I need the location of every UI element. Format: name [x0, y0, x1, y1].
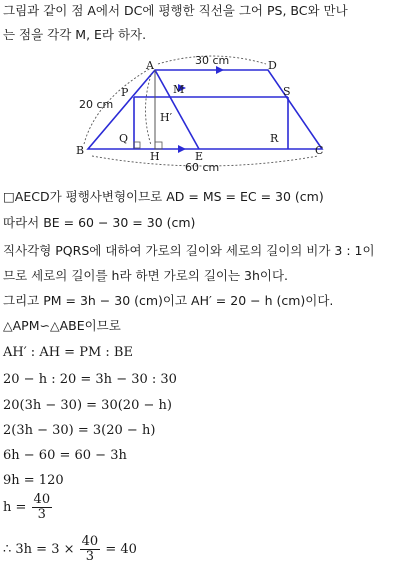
right-angle-h	[155, 142, 162, 149]
fraction-40-3-b	[80, 535, 101, 564]
label-60cm: 60 cm	[185, 161, 220, 174]
label-h: H	[150, 150, 160, 163]
solution-line-4	[3, 268, 288, 284]
fraction-den-b: 3	[85, 549, 95, 564]
problem-text-1: 그림과 같이 점 A에서 DC에 평행한 직선을 그어 PS, BC와 만나	[3, 3, 348, 18]
label-d: D	[268, 59, 277, 72]
problem-line-2	[3, 27, 146, 43]
label-30cm: 30 cm	[195, 54, 230, 67]
label-h-prime: H′	[160, 111, 173, 124]
equation-2-text: 20(3h − 30) = 30(20 − h)	[3, 398, 172, 413]
solution-text-4: 므로 세로의 길이를 h라 하면 가로의 길이는 3h이다.	[3, 268, 289, 283]
equation-7-rhs: = 40	[105, 542, 137, 557]
solution-text-5: 그리고 PM = 3h − 30 (cm)이고 AH′ = 20 − h (cm)이다.	[3, 293, 334, 308]
fraction-40-3	[32, 493, 53, 522]
equation-6	[3, 493, 53, 522]
solution-text-6: △APM∽△ABE이므로	[3, 318, 121, 333]
equation-1-text: 20 − h : 20 = 3h − 30 : 30	[3, 372, 177, 387]
solution-line-5	[3, 293, 333, 309]
ratio-line	[3, 345, 133, 360]
fraction-num: 40	[33, 492, 51, 507]
label-c: C	[315, 144, 324, 157]
equation-7-lhs: ∴ 3h = 3 ×	[3, 542, 75, 557]
label-a: A	[146, 59, 154, 72]
equation-3-text: 2(3h − 30) = 3(20 − h)	[3, 423, 156, 438]
solution-text-3: 직사각형 PQRS에 대하여 가로의 길이와 세로의 길이의 비가 3 : 1이	[3, 243, 375, 258]
rectangle-pqrs	[134, 97, 288, 149]
arrow-bc	[178, 145, 186, 153]
equation-5-text: 9h = 120	[3, 473, 64, 488]
solution-line-6	[3, 318, 121, 334]
arrow-ad	[216, 66, 224, 74]
label-r: R	[270, 132, 279, 145]
label-m: M	[173, 83, 185, 96]
equation-5	[3, 473, 64, 488]
ratio-text: AH′ : AH = PM : BE	[3, 345, 133, 360]
equation-2	[3, 398, 172, 413]
right-angle-q	[134, 142, 140, 148]
solution-line-1	[3, 189, 324, 205]
label-e: E	[195, 150, 204, 163]
label-p: P	[121, 86, 129, 99]
equation-4-text: 6h − 60 = 60 − 3h	[3, 448, 127, 463]
solution-text-1: □AECD가 평행사변형이므로 AD = MS = EC = 30 (cm)	[3, 189, 324, 204]
equation-7	[3, 535, 137, 564]
label-s: S	[283, 85, 291, 98]
problem-line-1	[3, 3, 348, 19]
trapezoid-figure	[0, 52, 400, 180]
solution-line-2	[3, 215, 195, 231]
label-q: Q	[119, 132, 129, 145]
arc-height	[146, 75, 152, 145]
solution-line-3	[3, 243, 375, 259]
solution-text-2: 따라서 BE = 60 − 30 = 30 (cm)	[3, 215, 196, 230]
fraction-num-b: 40	[81, 534, 99, 549]
problem-text-2: 는 점을 각각 M, E라 하자.	[3, 27, 147, 42]
equation-6-lhs: h =	[3, 500, 27, 515]
equation-4	[3, 448, 127, 463]
equation-1	[3, 372, 177, 387]
label-20cm: 20 cm	[79, 98, 114, 111]
line-ae	[155, 70, 199, 149]
equation-3	[3, 423, 155, 438]
label-b: B	[76, 144, 85, 157]
fraction-den: 3	[37, 507, 46, 522]
